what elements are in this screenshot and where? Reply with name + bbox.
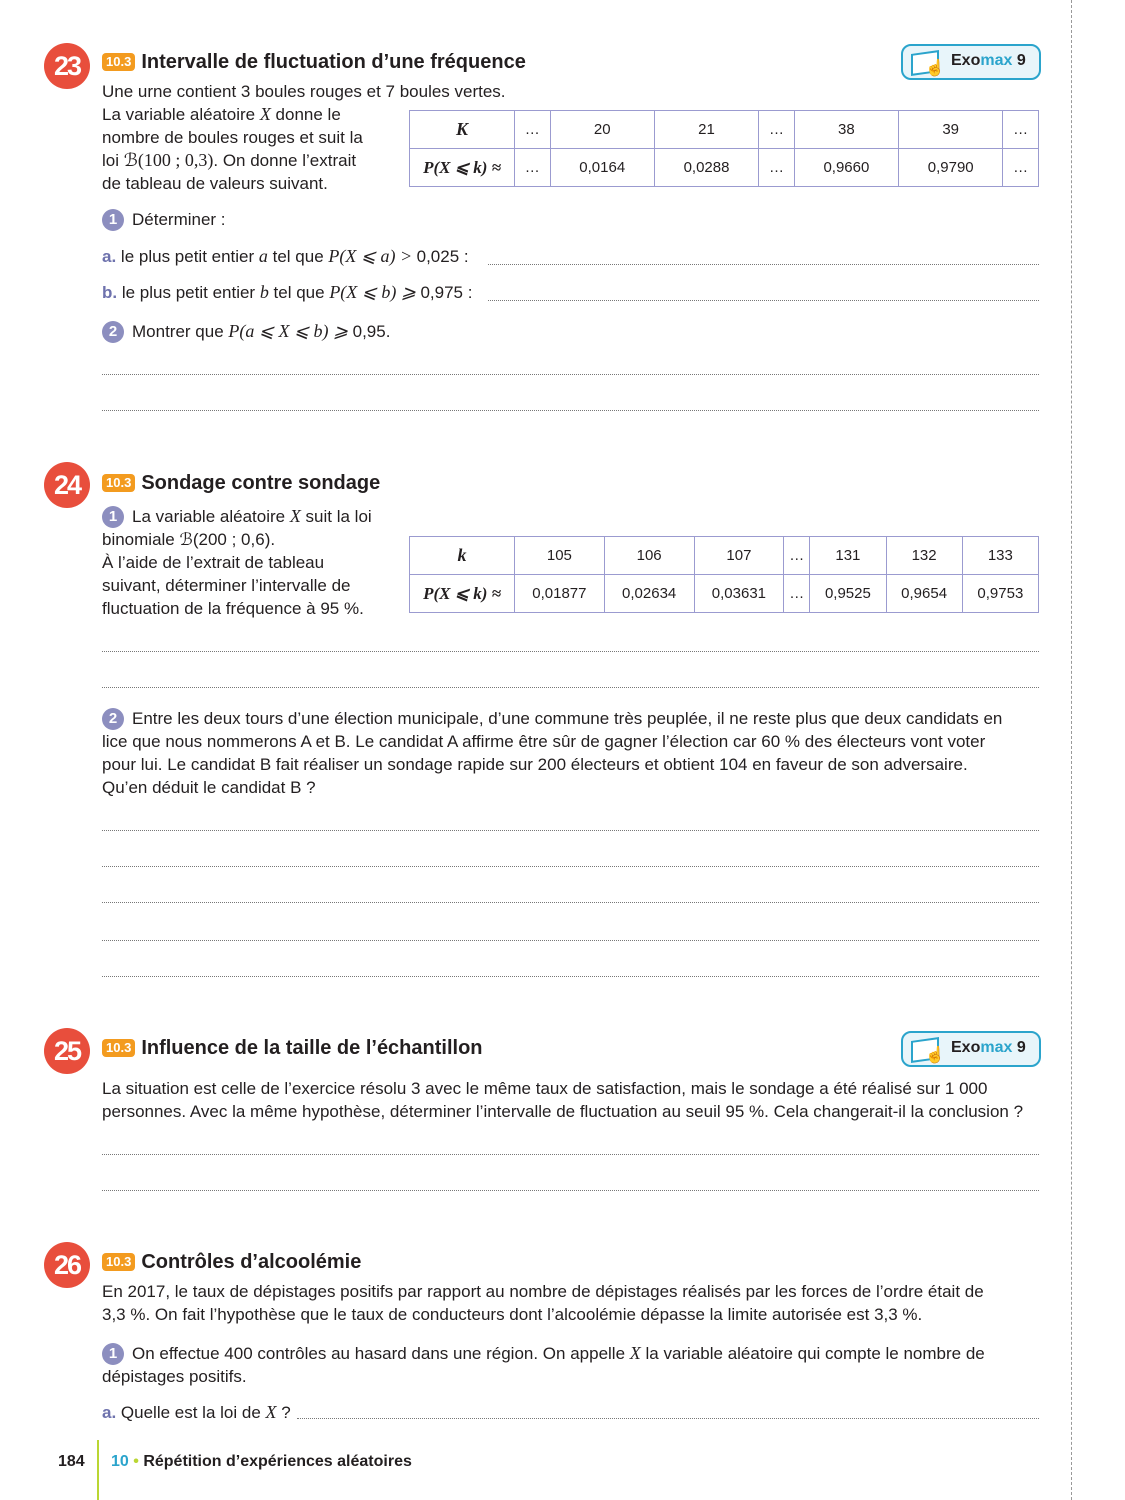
answer-line[interactable]: [102, 976, 1039, 977]
section-tag: 10.3: [102, 1253, 135, 1271]
table-cell: 105: [515, 537, 605, 575]
hand-pointer-icon: ☝: [925, 1047, 945, 1064]
table-row-label: P(X ⩽ k) ≈: [410, 575, 515, 613]
hand-pointer-icon: ☝: [925, 60, 945, 77]
question-number: 1: [102, 209, 124, 231]
table-cell: 107: [694, 537, 784, 575]
answer-line[interactable]: [102, 830, 1039, 831]
exomax-label: Exomax 9: [951, 1039, 1026, 1056]
ex26-statement: En 2017, le taux de dépistages positifs par rapport au nombre de dépistages réalisés par les forces de l’ordre était de 3,3 %. On fait l’hypothèse que le taux de conducteurs dont l’alcoolémie dépasse la limite autorisée est 3,3 %.: [102, 1282, 984, 1324]
table-cell: …: [515, 111, 551, 149]
table-cell: 38: [794, 111, 898, 149]
answer-line[interactable]: [488, 300, 1039, 301]
table-cell: 20: [550, 111, 654, 149]
ex23-question-2: 2 Montrer que P(a ⩽ X ⩽ b) ⩾ 0,95.: [102, 320, 390, 343]
answer-line[interactable]: [102, 940, 1039, 941]
ex26-question-1: 1 On effectue 400 contrôles au hasard dans une région. On appelle X la variable aléatoire qui compte le nombre de dépistages positifs.: [102, 1343, 985, 1386]
ex24-question-1: 1 La variable aléatoire X suit la loi binomiale ℬ(200 ; 0,6). À l’aide de l’extrait de tableau suivant, déterminer l’intervalle de fluctuation de la fréquence à 95 %.: [102, 506, 372, 618]
exercise-number-25: 25: [44, 1028, 90, 1074]
answer-line[interactable]: [102, 1190, 1039, 1191]
table-cell: …: [1003, 149, 1039, 187]
table-cell: 0,9660: [794, 149, 898, 187]
table-cell: …: [759, 111, 795, 149]
ex23-question-1: 1 Déterminer :: [102, 208, 226, 231]
answer-line[interactable]: [102, 866, 1039, 867]
table-cell: 131: [810, 537, 886, 575]
answer-line[interactable]: [102, 687, 1039, 688]
ex23-question-1b: b. le plus petit entier b tel que P(X ⩽ b) ⩾ 0,975 :: [102, 282, 473, 302]
footer-divider: [97, 1440, 99, 1500]
table-cell: …: [1003, 111, 1039, 149]
table-cell: 21: [654, 111, 758, 149]
answer-line[interactable]: [102, 902, 1039, 903]
exomax-label: Exomax 9: [951, 52, 1026, 69]
ex23-question-1a: a. le plus petit entier a tel que P(X ⩽ a) > 0,025 :: [102, 246, 469, 266]
ex23-intro: Une urne contient 3 boules rouges et 7 boules vertes. La variable aléatoire X donne le nombre de boules rouges et suit la loi ℬ(100 ; 0,3). On donne l’extrait de tableau de valeurs suivant.: [102, 82, 506, 193]
table-cell: …: [784, 575, 810, 613]
table-cell: 0,9525: [810, 575, 886, 613]
exercise-number-26: 26: [44, 1242, 90, 1288]
table-cell: 132: [886, 537, 962, 575]
table-cell: 0,9753: [962, 575, 1038, 613]
table-header-label: K: [410, 111, 515, 149]
table-cell: 133: [962, 537, 1038, 575]
answer-line[interactable]: [102, 410, 1039, 411]
value-table-24: [409, 536, 1039, 613]
value-table-23: [409, 110, 1039, 187]
table-cell: 0,02634: [604, 575, 694, 613]
table-cell: …: [759, 149, 795, 187]
exercise-title-24: 10.3 Sondage contre sondage: [102, 472, 380, 495]
table-cell: 0,01877: [515, 575, 605, 613]
exercise-title-23: 10.3 Intervalle de fluctuation d’une fréquence: [102, 51, 526, 74]
table-cell: 0,9654: [886, 575, 962, 613]
question-number: 2: [102, 321, 124, 343]
exercise-number-24: 24: [44, 462, 90, 508]
table-cell: …: [515, 149, 551, 187]
page-number: 184: [58, 1453, 85, 1470]
answer-line[interactable]: [102, 374, 1039, 375]
exercise-number-23: 23: [44, 43, 90, 89]
exomax-button-25[interactable]: [901, 1031, 1041, 1067]
exomax-button-23[interactable]: [901, 44, 1041, 80]
table-cell: 0,9790: [899, 149, 1003, 187]
ex26-question-1a: a. Quelle est la loi de X ?: [102, 1402, 291, 1422]
exercise-title-25: 10.3 Influence de la taille de l’échantillon: [102, 1037, 483, 1060]
section-tag: 10.3: [102, 474, 135, 492]
table-header-label: k: [410, 537, 515, 575]
table-cell: 0,03631: [694, 575, 784, 613]
page-edge-dashed: [1071, 0, 1072, 1500]
ex25-statement: La situation est celle de l’exercice résolu 3 avec le même taux de satisfaction, mais le sondage a été réalisé sur 1 000 personnes. Avec la même hypothèse, déterminer l’intervalle de fluctuation au seuil 95 %. Cela changerait-il la conclusion ?: [102, 1079, 1024, 1121]
question-number: 1: [102, 506, 124, 528]
table-cell: 0,0288: [654, 149, 758, 187]
table-cell: 0,0164: [550, 149, 654, 187]
table-cell: …: [784, 537, 810, 575]
answer-line[interactable]: [102, 651, 1039, 652]
table-cell: 106: [604, 537, 694, 575]
exercise-title-26: 10.3 Contrôles d’alcoolémie: [102, 1251, 361, 1274]
table-cell: 39: [899, 111, 1003, 149]
chapter-footer: 10 • Répétition d’expériences aléatoires: [111, 1453, 412, 1470]
section-tag: 10.3: [102, 1039, 135, 1057]
section-tag: 10.3: [102, 53, 135, 71]
ex24-question-2: 2 Entre les deux tours d’une élection municipale, d’une commune très peuplée, il ne reste plus que deux candidats en lice que nous nommerons A et B. Le candidat A affirme être sûr de gagner l’élection car 60 % des électeurs vont voter pour lui. Le candidat B fait réaliser un sondage rapide sur 200 électeurs et obtient 104 en faveur de son adversaire. Qu’en déduit le candidat B ?: [102, 709, 1003, 797]
table-row-label: P(X ⩽ k) ≈: [410, 149, 515, 187]
question-number: 2: [102, 708, 124, 730]
answer-line[interactable]: [488, 264, 1039, 265]
answer-line[interactable]: [297, 1418, 1039, 1419]
answer-line[interactable]: [102, 1154, 1039, 1155]
question-number: 1: [102, 1343, 124, 1365]
